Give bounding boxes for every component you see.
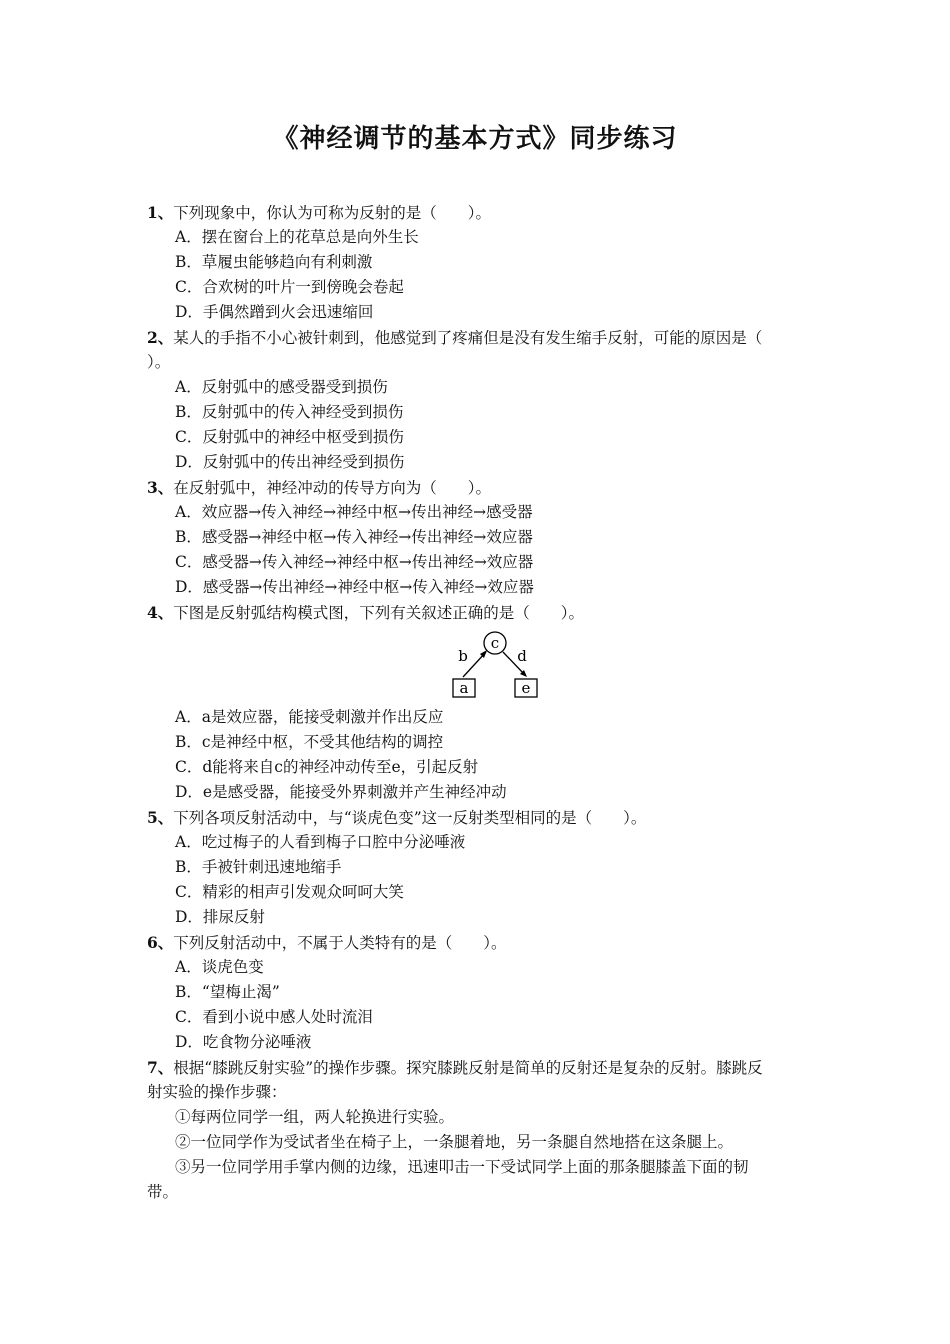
question-number: 1、 — [147, 203, 174, 222]
option-c: C．感受器→传入神经→神经中枢→传出神经→效应器 — [175, 553, 534, 571]
option-a: A．吃过梅子的人看到梅子口腔中分泌唾液 — [175, 833, 466, 851]
question-list — [147, 200, 812, 1205]
reflex-arc-diagram — [147, 625, 812, 705]
question-number: 4、 — [147, 603, 174, 622]
question-number: 3、 — [147, 478, 174, 497]
question-3 — [147, 475, 812, 500]
question-stem: 下列现象中，你认为可称为反射的是（ ）。 — [173, 204, 492, 222]
label-c: c — [490, 634, 500, 652]
option-c: C．d能将来自c的神经冲动传至e，引起反射 — [175, 758, 479, 776]
option-d: D．手偶然蹭到火会迅速缩回 — [175, 303, 374, 321]
question-6 — [147, 930, 812, 955]
label-d: d — [517, 647, 527, 665]
question-stem-cont: 射实验的操作步骤： — [147, 1083, 287, 1101]
question-number: 7、 — [147, 1058, 174, 1077]
question-number: 6、 — [147, 933, 174, 952]
option-b: B．反射弧中的传入神经受到损伤 — [175, 403, 404, 421]
question-stem: 下列反射活动中，不属于人类特有的是（ ）。 — [173, 934, 507, 952]
question-4 — [147, 600, 812, 625]
question-stem: 下列各项反射活动中，与“谈虎色变”这一反射类型相同的是（ ）。 — [173, 809, 647, 827]
question-number: 5、 — [147, 808, 174, 827]
question-1 — [147, 200, 812, 225]
option-d: D．感受器→传出神经→神经中枢→传入神经→效应器 — [175, 578, 534, 596]
option-b: B．“望梅止渴” — [175, 983, 280, 1001]
page-title: 《神经调节的基本方式》同步练习 — [272, 124, 678, 154]
option-a: A．谈虎色变 — [175, 958, 264, 976]
label-b: b — [458, 647, 468, 665]
option-d: D．e是感受器，能接受外界刺激并产生神经冲动 — [175, 783, 507, 801]
option-c: C．反射弧中的神经中枢受到损伤 — [175, 428, 404, 446]
question-7 — [147, 1055, 812, 1080]
step-1: ①每两位同学一组，两人轮换进行实验。 — [175, 1108, 455, 1126]
option-c: C．合欢树的叶片一到傍晚会卷起 — [175, 278, 404, 296]
question-stem: 某人的手指不小心被针刺到，他感觉到了疼痛但是没有发生缩手反射，可能的原因是（ — [173, 329, 763, 347]
option-b: B．手被针刺迅速地缩手 — [175, 858, 342, 876]
question-stem: 在反射弧中，神经冲动的传导方向为（ ）。 — [173, 479, 492, 497]
option-c: C．看到小说中感人处时流泪 — [175, 1008, 373, 1026]
option-b: B．草履虫能够趋向有利刺激 — [175, 253, 373, 271]
option-c: C．精彩的相声引发观众呵呵大笑 — [175, 883, 404, 901]
step-2: ②一位同学作为受试者坐在椅子上，一条腿着地，另一条腿自然地搭在这条腿上。 — [175, 1133, 734, 1151]
label-a: a — [459, 679, 469, 697]
option-d: D．排尿反射 — [175, 908, 265, 926]
option-b: B．c是神经中枢，不受其他结构的调控 — [175, 733, 444, 751]
option-b: B．感受器→神经中枢→传入神经→传出神经→效应器 — [175, 528, 533, 546]
step-3: ③另一位同学用手掌内侧的边缘，迅速叩击一下受试同学上面的那条腿膝盖下面的韧 — [175, 1158, 749, 1176]
option-a: A．反射弧中的感受器受到损伤 — [175, 378, 388, 396]
option-a: A．效应器→传入神经→神经中枢→传出神经→感受器 — [175, 503, 533, 521]
label-e: e — [521, 679, 531, 697]
question-stem-cont: ）。 — [147, 353, 171, 371]
question-2 — [147, 325, 812, 350]
question-5 — [147, 805, 812, 830]
option-a: A．摆在窗台上的花草总是向外生长 — [175, 228, 419, 246]
option-a: A．a是效应器，能接受刺激并作出反应 — [175, 708, 444, 726]
reflex-arc-figure — [447, 627, 547, 703]
step-3-cont: 带。 — [147, 1183, 179, 1201]
option-d: D．反射弧中的传出神经受到损伤 — [175, 453, 405, 471]
question-number: 2、 — [147, 328, 174, 347]
option-d: D．吃食物分泌唾液 — [175, 1033, 312, 1051]
question-stem: 根据“膝跳反射实验”的操作步骤。探究膝跳反射是简单的反射还是复杂的反射。膝跳反 — [173, 1059, 763, 1077]
question-stem: 下图是反射弧结构模式图，下列有关叙述正确的是（ ）。 — [173, 604, 585, 622]
